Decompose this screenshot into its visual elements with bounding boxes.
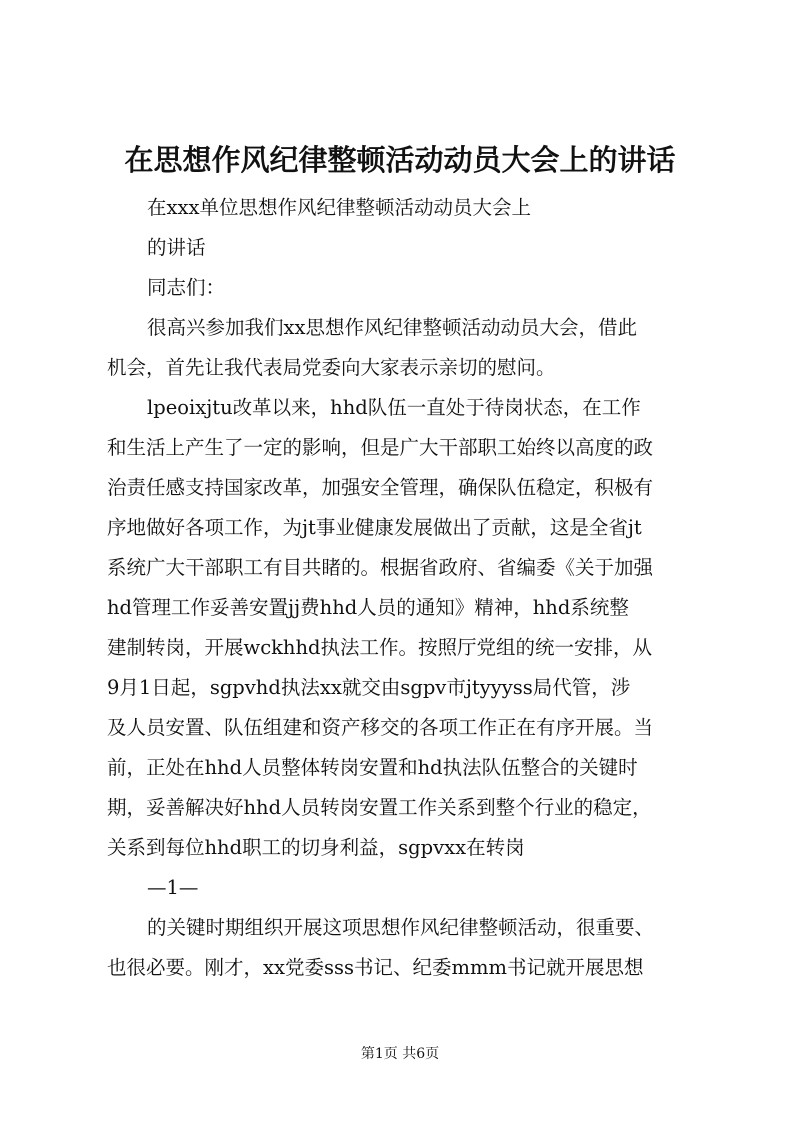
paragraph-line: 关系到每位hhd职工的切身利益，sgpvxx在转岗 — [107, 836, 525, 859]
salutation: 同志们： — [147, 276, 226, 299]
page-footer: 第1页 共6页 — [360, 1046, 440, 1062]
paragraph-line: 系统广大干部职工有目共睹的。根据省政府、省编委《关于加强 — [107, 556, 654, 579]
paragraph-line: 机会，首先让我代表局党委向大家表示亲切的慰问。 — [107, 356, 556, 379]
paragraph-line: 9月1日起，sgpvhd执法xx就交由sgpv市jtyyyss局代管，涉 — [107, 676, 631, 699]
paragraph-line: 在xxx单位思想作风纪律整顿活动动员大会上 — [147, 196, 531, 219]
paragraph-line: 的讲话 — [147, 236, 206, 259]
paragraph-line: 及人员安置、队伍组建和资产移交的各项工作正在有序开展。当 — [107, 716, 654, 739]
paragraph-line: 和生活上产生了一定的影响，但是广大干部职工始终以高度的政 — [107, 436, 654, 459]
paragraph-line: 建制转岗，开展wckhhd执法工作。按照厅党组的统一安排，从 — [107, 636, 653, 659]
paragraph-line: 的关键时期组织开展这项思想作风纪律整顿活动，很重要、 — [147, 916, 655, 939]
inline-page-marker: —1— — [147, 876, 199, 899]
paragraph-line: 治责任感支持国家改革，加强安全管理，确保队伍稳定，积极有 — [107, 476, 654, 499]
paragraph-line: hd管理工作妥善安置jj费hhd人员的通知》精神，hhd系统整 — [107, 596, 629, 619]
paragraph-line: 期，妥善解决好hhd人员转岗安置工作关系到整个行业的稳定， — [107, 796, 652, 819]
paragraph-line: 很高兴参加我们xx思想作风纪律整顿活动动员大会，借此 — [147, 316, 637, 339]
document-title: 在思想作风纪律整顿活动动员大会上的讲话 — [124, 143, 676, 177]
document-body — [107, 188, 707, 988]
paragraph-line: 也很必要。刚才，xx党委sss书记、纪委mmm书记就开展思想 — [107, 956, 644, 979]
paragraph-line: 序地做好各项工作，为jt事业健康发展做出了贡献，这是全省jt — [107, 516, 642, 539]
paragraph-line: 前，正处在hhd人员整体转岗安置和hd执法队伍整合的关键时 — [107, 756, 638, 779]
paragraph-line: lpeoixjtu改革以来，hhd队伍一直处于待岗状态，在工作 — [147, 396, 641, 419]
